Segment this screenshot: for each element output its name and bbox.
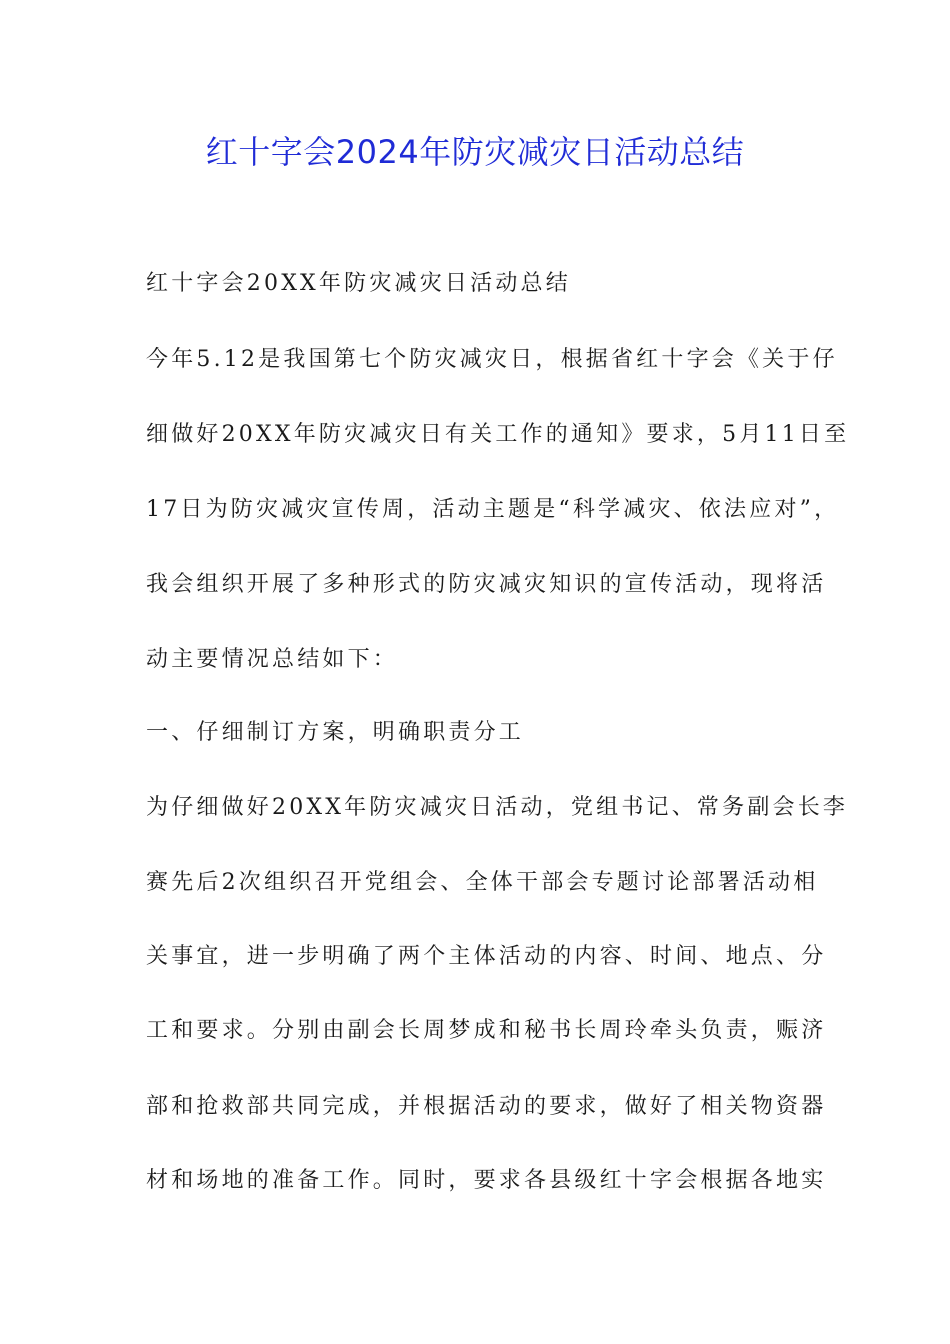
body-line: 赛先后2次组织召开党组会、全体干部会专题讨论部署活动相: [146, 870, 819, 895]
body-line: 为仔细做好20XX年防灾减灾日活动，党组书记、常务副会长李: [146, 795, 849, 820]
body-line: 关事宜，进一步明确了两个主体活动的内容、时间、地点、分: [146, 944, 827, 969]
body-line: 17日为防灾减灾宣传周，活动主题是“科学减灾、依法应对”，: [146, 497, 840, 522]
body-line: 动主要情况总结如下：: [146, 647, 399, 672]
section-heading: 一、仔细制订方案，明确职责分工: [146, 720, 525, 745]
body-line: 部和抢救部共同完成，并根据活动的要求，做好了相关物资器: [146, 1094, 827, 1119]
body-line-subtitle: 红十字会20XX年防灾减灾日活动总结: [146, 271, 571, 296]
body-line: 工和要求。分别由副会长周梦成和秘书长周玲牵头负责，赈济: [146, 1018, 827, 1043]
body-line: 今年5.12是我国第七个防灾减灾日，根据省红十字会《关于仔: [146, 347, 838, 372]
body-line: 材和场地的准备工作。同时，要求各县级红十字会根据各地实: [146, 1168, 827, 1193]
body-line: 细做好20XX年防灾减灾日有关工作的通知》要求，5月11日至: [146, 422, 850, 447]
document-title: 红十字会2024年防灾减灾日活动总结: [205, 133, 745, 171]
body-line: 我会组织开展了多种形式的防灾减灾知识的宣传活动，现将活: [146, 572, 827, 597]
